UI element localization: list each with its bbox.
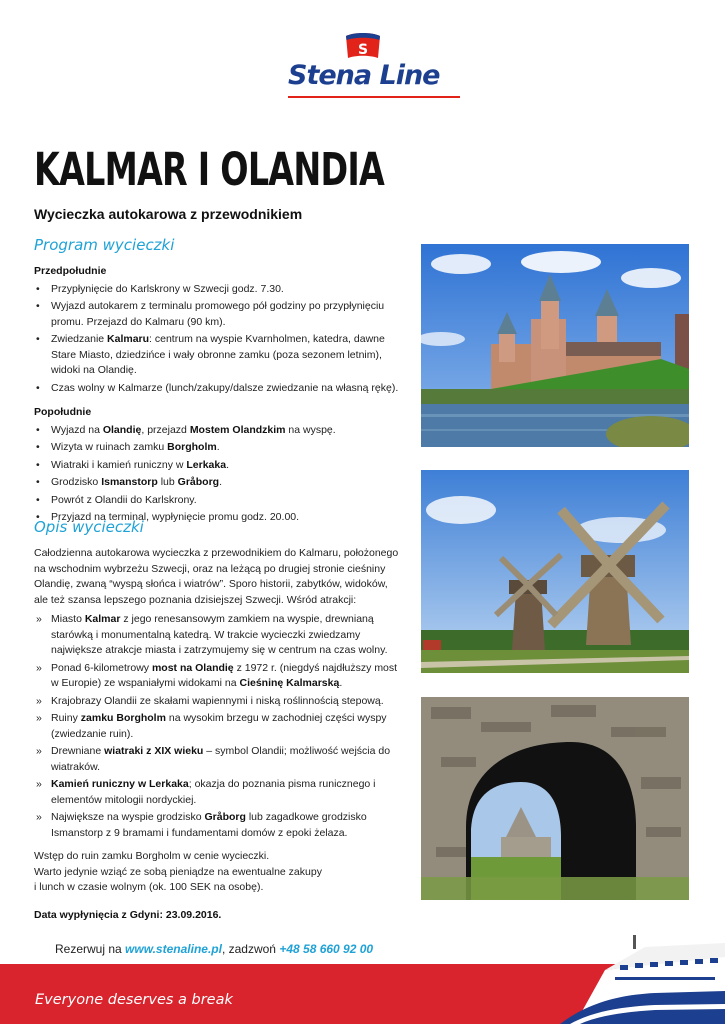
logo-wordmark: Stena Line [288, 60, 440, 91]
kalmar-castle-photo [421, 244, 689, 447]
list-item: » Kamień runiczny w Lerkaka; okazja do poznania pisma runicznego i elementów mitologii nordyckiej. [34, 777, 404, 808]
morning-list [34, 282, 404, 397]
morning-label: Przedpołudnie [34, 265, 107, 277]
logo-flag-letter: S [357, 42, 369, 58]
ferry-ship-icon [545, 935, 725, 1024]
list-item: • Grodzisko Ismanstorp lub Gråborg. [34, 475, 404, 491]
closing-line: i lunch w czasie wolnym (ok. 100 SEK na osobę). [34, 881, 264, 893]
program-heading: Program wycieczki [34, 236, 175, 254]
closing-line: Warto jedynie wziąć ze sobą pieniądze na ewentualne zakupy [34, 865, 322, 878]
list-item: » Krajobrazy Olandii ze skałami wapiennymi i niską roślinnością stepową. [34, 694, 404, 710]
list-item: » Największe na wyspie grodzisko Gråborg lub zagadkowe grodzisko Ismanstorp z 9 bramami i fundamentami domów z epoki żelaza. [34, 810, 404, 841]
stena-flag-icon [344, 32, 382, 60]
list-item: • Czas wolny w Kalmarze (lunch/zakupy/dalsze zwiedzanie na własną rękę). [34, 381, 404, 397]
page-title: KALMAR I OLANDIA [34, 143, 385, 196]
list-item: » Miasto Kalmar z jego renesansowym zamkiem na wyspie, drewnianą starówką i monumentalną katedrą. W trakcie wycieczki zwiedzamy największe atrakcje miasta i zatrzymujemy się w centrum na czas wolny. [34, 612, 404, 659]
list-item: » Ponad 6-kilometrowy most na Olandię z 1972 r. (niegdyś najdłuższy most w Europie) ze wspaniałymi widokami na Cieśninę Kalmarską. [34, 661, 404, 692]
website-link[interactable]: www.stenaline.pl [125, 942, 222, 956]
list-item: • Wyjazd na Olandię, przejazd Mostem Olandzkim na wyspę. [34, 423, 404, 439]
list-item: • Wiatraki i kamień runiczny w Lerkaka. [34, 458, 404, 474]
stone-arch-photo [421, 697, 689, 900]
program-section [34, 264, 404, 532]
page-subtitle: Wycieczka autokarowa z przewodnikiem [34, 206, 303, 222]
list-item: » Ruiny zamku Borgholm na wysokim brzegu w zachodniej części wyspy (zwiedzanie ruin). [34, 711, 404, 742]
attractions-list [34, 612, 404, 841]
stena-line-logo [288, 32, 460, 100]
description-heading: Opis wycieczki [34, 518, 144, 536]
list-item: • Zwiedzanie Kalmaru: centrum na wyspie Kvarnholmen, katedra, dawne Stare Miasto, dziedzińce i wały obronne zamku (poza sezonem letnim), widoki na Olandię. [34, 332, 404, 379]
description-intro: Całodzienna autokarowa wycieczka z przewodnikiem do Kalmaru, położonego na wschodnim wybrzeżu Szwecji, oraz na leżącą po drugiej stronie cieśniny Olandię, zwaną “wyspą słońca i wiatrów”. Sporo historii, zabytków, widoków, ale też szansa lepszego poznania dzisiejszej Szwecji. Wśród atrakcji: [34, 547, 399, 606]
list-item: • Wyjazd autokarem z terminalu promowego pół godziny po przypłynięciu promu. Przejazd do Kalmaru (90 km). [34, 299, 404, 330]
windmills-photo [421, 470, 689, 673]
phone-link[interactable]: +48 58 660 92 00 [279, 942, 374, 956]
description-section [34, 546, 404, 923]
afternoon-label: Popołudnie [34, 406, 92, 418]
list-item: • Wizyta w ruinach zamku Borgholm. [34, 440, 404, 456]
list-item: • Przyjazd na terminal, wypłynięcie promu godz. 20.00. [34, 510, 404, 526]
list-item: » Drewniane wiatraki z XIX wieku – symbol Olandii; możliwość wejścia do wiatraków. [34, 744, 404, 775]
departure-date: Data wypłynięcia z Gdyni: 23.09.2016. [34, 908, 222, 921]
list-item: • Przypłynięcie do Karlskrony w Szwecji godz. 7.30. [34, 282, 404, 298]
footer-slogan: Everyone deserves a break [35, 992, 233, 1008]
logo-underline [288, 96, 460, 98]
closing-line: Wstęp do ruin zamku Borgholm w cenie wycieczki. [34, 850, 270, 862]
afternoon-list [34, 423, 404, 526]
list-item: • Powrót z Olandii do Karlskrony. [34, 493, 404, 509]
contact-line: Rezerwuj na www.stenaline.pl, zadzwoń +48 58 660 92 00 [55, 942, 374, 956]
